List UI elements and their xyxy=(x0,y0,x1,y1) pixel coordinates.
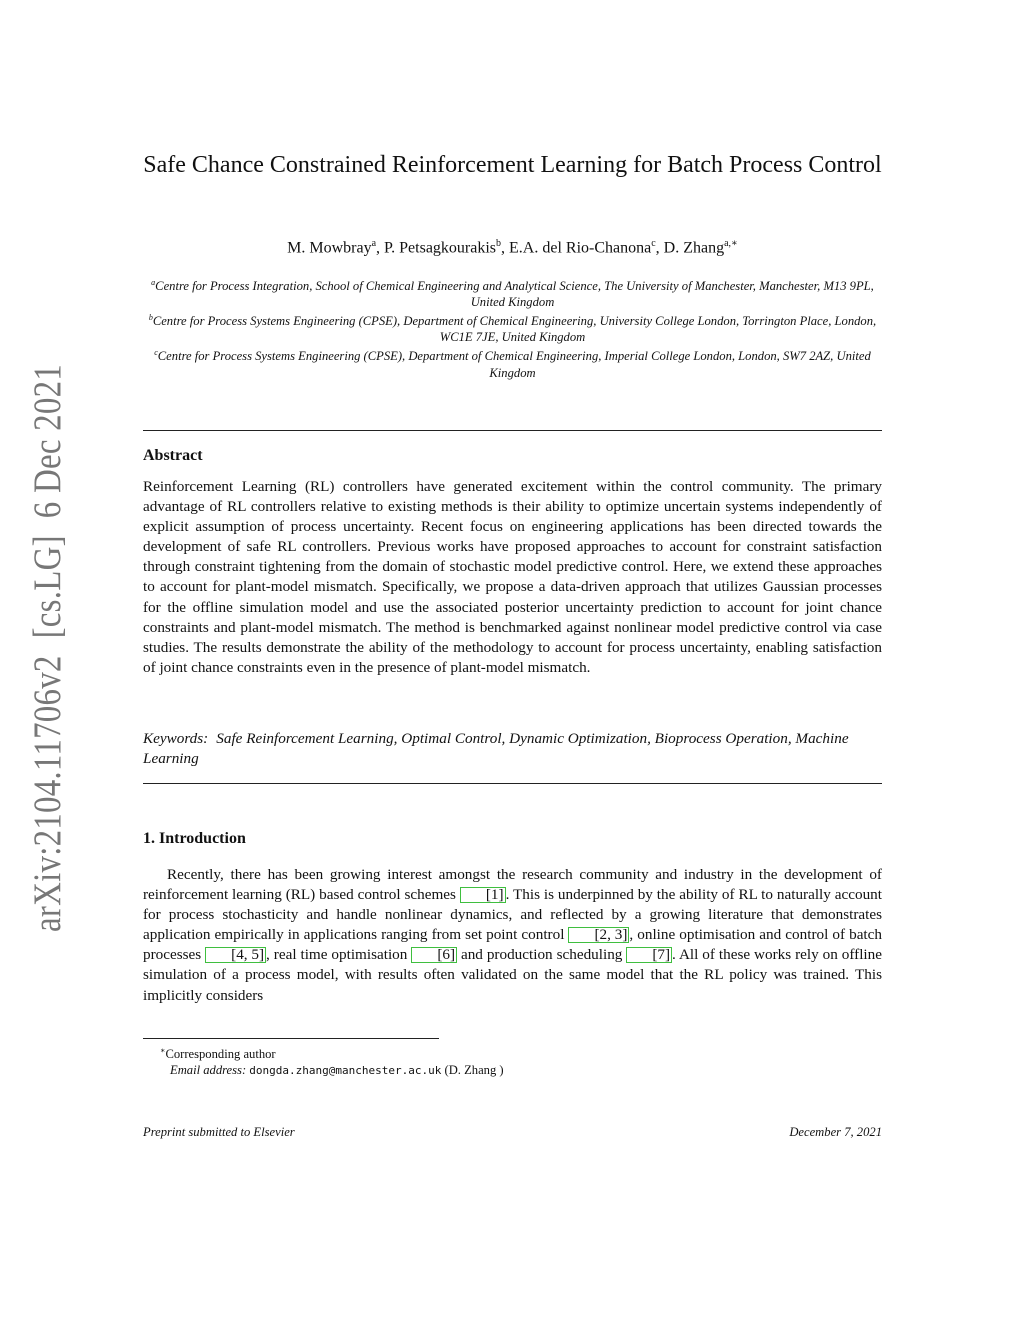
affil-text: Centre for Process Systems Engineering (CPSE), Department of Chemical Engineering, University College London, Torrington Place, London, WC1E 7JE, United Kingdom xyxy=(152,314,877,345)
intro-text-segment: . This is underpinned by the ability of RL to naturally account for process stochasticity and handle nonlinear dynamics, and reflected by a growing literature that demonstrates application empirically in applications ranging from set point control xyxy=(143,886,882,944)
affil-mark: a xyxy=(151,278,156,287)
author-name: M. Mowbray xyxy=(287,239,372,257)
affiliations xyxy=(143,275,882,381)
citation-link[interactable]: [2, 3] xyxy=(568,927,629,943)
affil-text: Centre for Process Systems Engineering (CPSE), Department of Chemical Engineering, Imperial College London, London, SW7 2AZ, United Kingdom xyxy=(157,349,871,380)
author-affil-mark: b xyxy=(496,238,502,249)
footnote-email-line xyxy=(160,1062,504,1079)
footnote-corresponding xyxy=(160,1043,504,1062)
intro-text-segment: Recently, there has been growing interest amongst the research community and industry in the development of reinforcement learning (RL) based control schemes xyxy=(143,866,882,904)
footer-date: December 7, 2021 xyxy=(789,1125,882,1139)
affil-text: Centre for Process Integration, School of Chemical Engineering and Analytical Science, The University of Manchester, Manchester, M13 9PL, United Kingdom xyxy=(155,279,874,310)
author-affil-mark: a xyxy=(371,238,377,249)
footer-preprint: Preprint submitted to Elsevier xyxy=(143,1125,295,1139)
citation-link[interactable]: [4, 5] xyxy=(205,947,266,963)
abstract-top-rule xyxy=(143,430,882,431)
arxiv-stamp xyxy=(12,362,78,932)
footnote-corresponding-text: Corresponding author xyxy=(165,1047,276,1062)
introduction-paragraph xyxy=(143,865,882,1006)
footnotes xyxy=(160,1043,504,1079)
arxiv-id-text: arXiv:2104.11706v2 [cs.LG] 6 Dec 2021 xyxy=(26,362,69,932)
affil-mark: c xyxy=(154,348,158,358)
footnote-rule xyxy=(143,1038,439,1039)
author-affil-mark: a,∗ xyxy=(724,238,738,249)
intro-text-segment: . All of these works rely on offline simulation of a process model, with results often validated on the same model that the RL policy was trained. This implicitly considers xyxy=(143,946,882,1004)
author-name: E.A. del Rio-Chanona xyxy=(509,239,652,257)
author-name: P. Petsagkourakis xyxy=(384,239,497,257)
email-name: (D. Zhang ) xyxy=(444,1063,504,1078)
email-link[interactable]: dongda.zhang@manchester.ac.uk xyxy=(249,1064,442,1078)
author-list: M. Mowbray$^a$, P. Petsagkourakis$^b$, E.A. del Rio-Chanona$^c$, D. Zhang$^{a,∗}$ xyxy=(287,238,738,257)
abstract-bottom-rule xyxy=(143,783,882,784)
footnote-mark: ∗ xyxy=(160,1046,166,1055)
paper-title: Safe Chance Constrained Reinforcement Learning for Batch Process Control xyxy=(143,152,882,178)
keywords-label: Keywords: xyxy=(143,730,209,747)
intro-text-segment: , online optimisation and control of batch processes xyxy=(143,926,882,964)
citation-link[interactable]: [6] xyxy=(411,947,457,963)
citation-link[interactable]: [1] xyxy=(460,887,506,903)
keywords xyxy=(143,729,882,769)
intro-text-segment: , real time optimisation xyxy=(266,946,412,964)
email-label: Email address: xyxy=(170,1063,247,1078)
affiliation-c xyxy=(143,345,882,380)
intro-text-segment: and production scheduling xyxy=(457,946,627,964)
affiliation-a xyxy=(143,275,882,310)
introduction-heading: 1. Introduction xyxy=(143,830,246,847)
citation-link[interactable]: [7] xyxy=(626,947,672,963)
affiliation-b xyxy=(143,310,882,345)
abstract-body: Reinforcement Learning (RL) controllers have generated excitement within the control community. The primary advantage of RL controllers relative to existing methods is their ability to optimize uncertain systems independently of explicit assumption of process uncertainty. Recent focus on engineering applications has been directed towards the development of safe RL controllers. Previous works have proposed approaches to account for constraint satisfaction through constraint tightening from the domain of stochastic model predictive control. Here, we extend these approaches to account for plant-model mismatch. Specifically, we propose a data-driven approach that utilizes Gaussian processes for the offline simulation model and use the associated posterior uncertainty prediction to account for joint chance constraints and plant-model mismatch. The method is benchmarked against nonlinear model predictive control via case studies. The results demonstrate the ability of the methodology to account for process uncertainty, enabling satisfaction of joint chance constraints even in the presence of plant-model mismatch. xyxy=(143,478,882,676)
author-affil-mark: c xyxy=(651,238,656,249)
abstract-heading: Abstract xyxy=(143,447,203,464)
keywords-text: Safe Reinforcement Learning, Optimal Control, Dynamic Optimization, Bioprocess Operation, Machine Learning xyxy=(143,730,849,767)
affil-mark: b xyxy=(148,313,153,323)
author-name: D. Zhang xyxy=(663,239,725,257)
